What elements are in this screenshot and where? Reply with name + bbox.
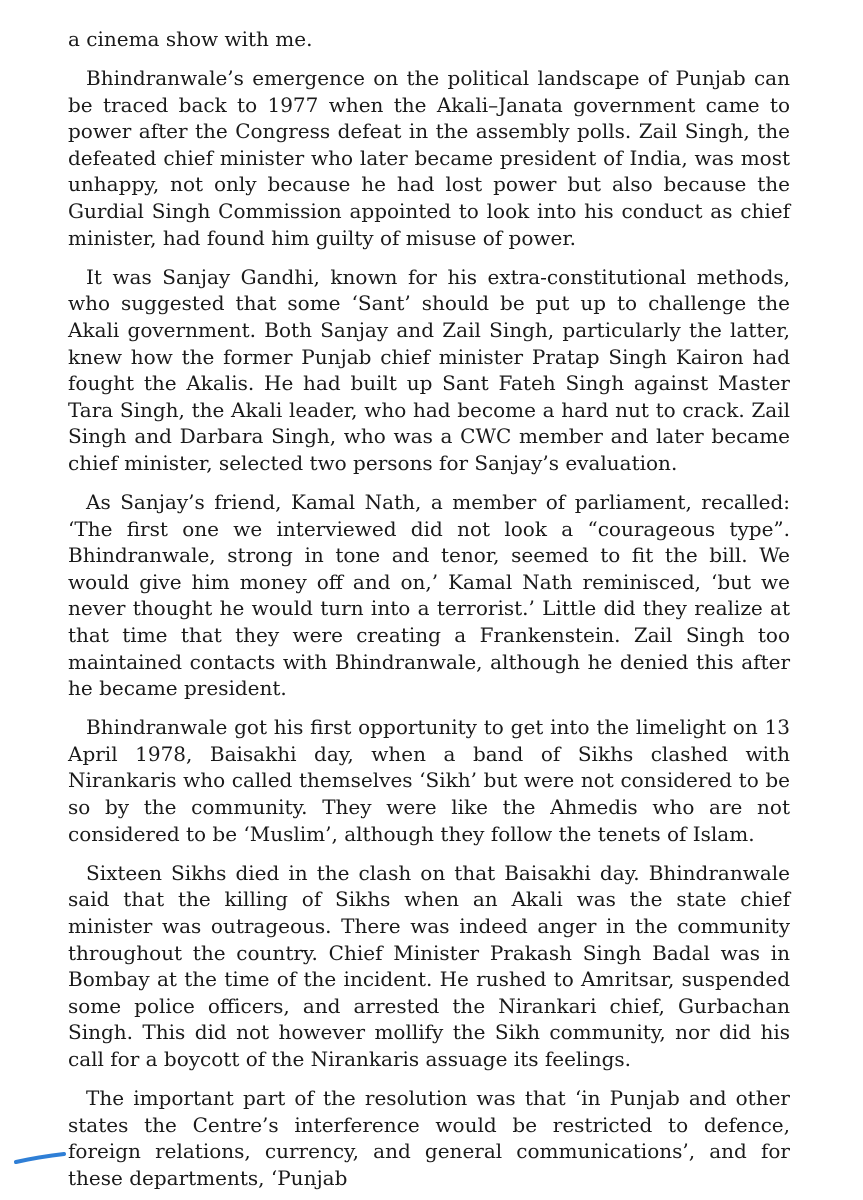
paragraph-sixteen-sikhs: Sixteen Sikhs died in the clash on that Baisakhi day. Bhindranwale said that the killing of Sikhs when an Akali was the state chief minister was outrageous. There was indeed anger in the community throughout the country. Chief Minister Prakash Singh Badal was in Bombay at the time of the incident. He rushed to Amritsar, suspended some police officers, and arrested the Nirankari chief, Gurbachan Singh. This did not however mollify the Sikh community, nor did his call for a boycott of the Nirankaris assuage its feelings. bbox=[68, 860, 790, 1071]
paragraph-kamal-nath: As Sanjay’s friend, Kamal Nath, a member of parliament, recalled: ‘The first one we interviewed did not look a “courageous type”. Bhindranwale, strong in tone and tenor, seemed to fit the bill. We would give him money off and on,’ Kamal Nath reminisced, ‘but we never thought he would turn into a terrorist.’ Little did they realize at that time that they were creating a Frankenstein. Zail Singh too maintained contacts with Bhindranwale, although he denied this after he became president. bbox=[68, 490, 790, 701]
paragraph-emergence: Bhindranwale’s emergence on the political landscape of Punjab can be traced back to 1977 when the Akali–Janata government came to power after the Congress defeat in the assembly polls. Zail Singh, the defeated chief minister who later became president of India, was most unhappy, not only because he had lost power but also because the Gurdial Singh Commission appointed to look into his conduct as chief minister, had found him guilty of misuse of power. bbox=[68, 66, 790, 250]
pen-stroke-icon bbox=[12, 1148, 72, 1168]
paragraph-continuation: a cinema show with me. bbox=[68, 27, 313, 51]
paragraph-baisakhi-1978: Bhindranwale got his first opportunity to get into the limelight on 13 April 1978, Baisakhi day, when a band of Sikhs clashed with Nirankaris who called themselves ‘Sikh’ but were not considered to be so by the community. They were like the Ahmedis who are not considered to be ‘Muslim’, although they follow the tenets of Islam. bbox=[68, 715, 790, 846]
pen-stroke-path bbox=[16, 1154, 64, 1162]
paragraph-sanjay-gandhi: It was Sanjay Gandhi, known for his extra-constitutional methods, who suggested that some ‘Sant’ should be put up to challenge the Akali government. Both Sanjay and Zail Singh, particularly the latter, knew how the former Punjab chief minister Pratap Singh Kairon had fought the Akalis. He had built up Sant Fateh Singh against Master Tara Singh, the Akali leader, who had become a hard nut to crack. Zail Singh and Darbara Singh, who was a CWC member and later became chief minister, selected two persons for Sanjay’s evaluation. bbox=[68, 264, 790, 475]
book-page bbox=[68, 26, 790, 1191]
paragraph-resolution: The important part of the resolution was that ‘in Punjab and other states the Centre’s interference would be restricted to defence, foreign relations, currency, and general communications’, and for these departments, ‘Punjab bbox=[68, 1085, 790, 1190]
